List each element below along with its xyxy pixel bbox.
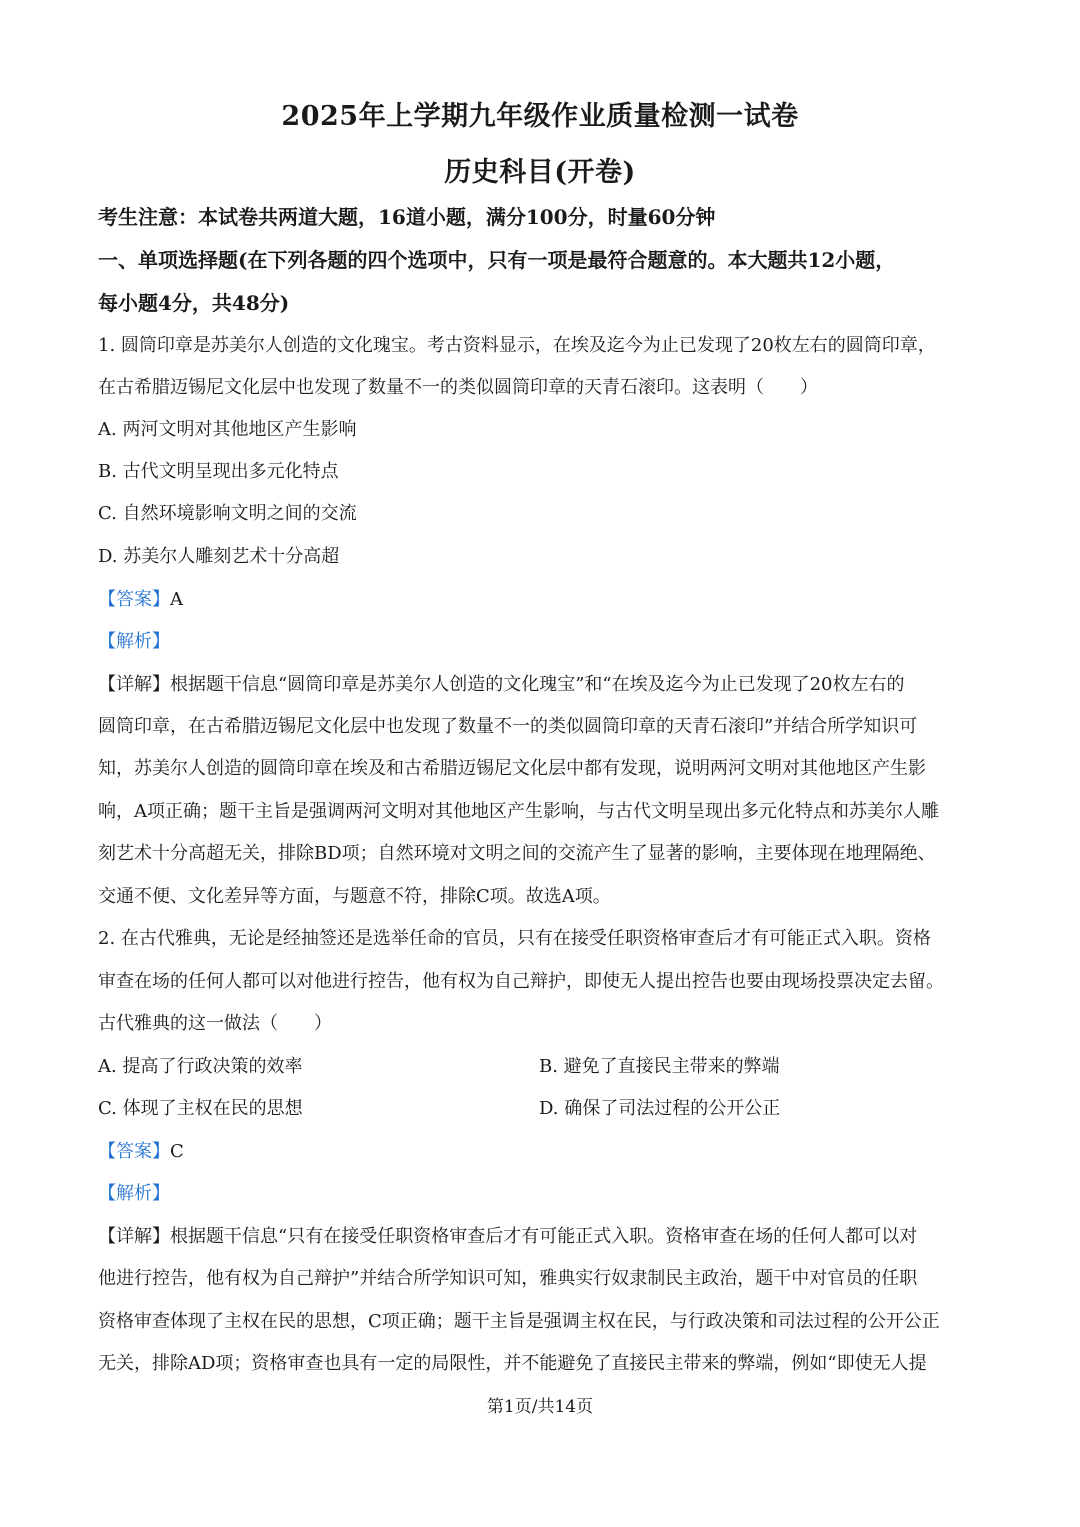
answer-label: 【答案】 [98, 1141, 170, 1162]
q2-option-c: C. 体现了主权在民的思想 [98, 1098, 303, 1119]
exam-notice: 考生注意：本试卷共两道大题，16道小题，满分100分，时量60分钟 [98, 205, 716, 229]
detail-label: 【详解】 [98, 1226, 170, 1247]
detail-text: 根据题干信息“圆筒印章是苏美尔人创造的文化瑰宝”和“在埃及迄今为止已发现了20枚左右的 [170, 674, 905, 695]
q2-detail-line3: 资格审查体现了主权在民的思想，C项正确；题干主旨是强调主权在民，与行政决策和司法过程的公开公正 [98, 1311, 940, 1332]
answer-value: C [170, 1141, 184, 1162]
page-title: 2025年上学期九年级作业质量检测一试卷 [281, 101, 799, 132]
q2-analysis-label: 【解析】 [98, 1183, 170, 1204]
section-heading-line1: 一、单项选择题(在下列各题的四个选项中，只有一项是最符合题意的。本大题共12小题， [98, 248, 896, 272]
q1-option-d: D. 苏美尔人雕刻艺术十分高超 [98, 546, 340, 567]
q1-detail-line3: 知，苏美尔人创造的圆筒印章在埃及和古希腊迈锡尼文化层中都有发现，说明两河文明对其他地区产生影 [98, 758, 926, 779]
q1-detail-line1 [98, 672, 988, 698]
q2-detail-line4: 无关，排除AD项；资格审查也具有一定的局限性，并不能避免了直接民主带来的弊端，例如“即使无人提 [98, 1353, 927, 1374]
q2-stem-line1: 2. 在古代雅典，无论是经抽签还是选举任命的官员，只有在接受任职资格审查后才有可能正式入职。资格 [98, 928, 931, 949]
q1-stem-line2: 在古希腊迈锡尼文化层中也发现了数量不一的类似圆筒印章的天青石滚印。这表明（ ） [98, 377, 818, 398]
q1-option-b: B. 古代文明呈现出多元化特点 [98, 461, 339, 482]
q2-detail-line1 [98, 1224, 988, 1250]
q1-detail-line4: 响，A项正确；题干主旨是强调两河文明对其他地区产生影响，与古代文明呈现出多元化特点和苏美尔人雕 [98, 801, 939, 822]
q1-detail-line5: 刻艺术十分高超无关，排除BD项；自然环境对文明之间的交流产生了显著的影响，主要体现在地理隔绝、 [98, 843, 936, 864]
answer-label: 【答案】 [98, 589, 170, 610]
q1-option-c: C. 自然环境影响文明之间的交流 [98, 503, 357, 524]
q2-detail-line2: 他进行控告，他有权为自己辩护”并结合所学知识可知，雅典实行奴隶制民主政治，题干中对官员的任职 [98, 1268, 918, 1289]
q2-answer [98, 1139, 988, 1165]
q2-option-d: D. 确保了司法过程的公开公正 [539, 1098, 781, 1119]
q1-option-a: A. 两河文明对其他地区产生影响 [98, 419, 357, 440]
q2-stem-line3: 古代雅典的这一做法（ ） [98, 1013, 332, 1034]
q2-stem-line2: 审查在场的任何人都可以对他进行控告，他有权为自己辩护，即使无人提出控告也要由现场投票决定去留。 [98, 971, 944, 992]
page-subtitle: 历史科目(开卷) [444, 157, 636, 188]
detail-text: 根据题干信息“只有在接受任职资格审查后才有可能正式入职。资格审查在场的任何人都可以对 [170, 1226, 918, 1247]
detail-label: 【详解】 [98, 674, 170, 695]
q2-option-a: A. 提高了行政决策的效率 [98, 1056, 303, 1077]
q1-answer [98, 587, 988, 613]
q1-detail-line6: 交通不便、文化差异等方面，与题意不符，排除C项。故选A项。 [98, 886, 611, 907]
q1-detail-line2: 圆筒印章，在古希腊迈锡尼文化层中也发现了数量不一的类似圆筒印章的天青石滚印”并结合所学知识可 [98, 716, 918, 737]
q1-stem-line1: 1. 圆筒印章是苏美尔人创造的文化瑰宝。考古资料显示，在埃及迄今为止已发现了20枚左右的圆筒印章， [98, 335, 936, 356]
section-heading-line2: 每小题4分，共48分) [98, 291, 290, 315]
q1-analysis-label: 【解析】 [98, 631, 170, 652]
page-number: 第1页/共14页 [486, 1397, 594, 1417]
q2-option-b: B. 避免了直接民主带来的弊端 [539, 1056, 780, 1077]
answer-value: A [170, 589, 183, 610]
